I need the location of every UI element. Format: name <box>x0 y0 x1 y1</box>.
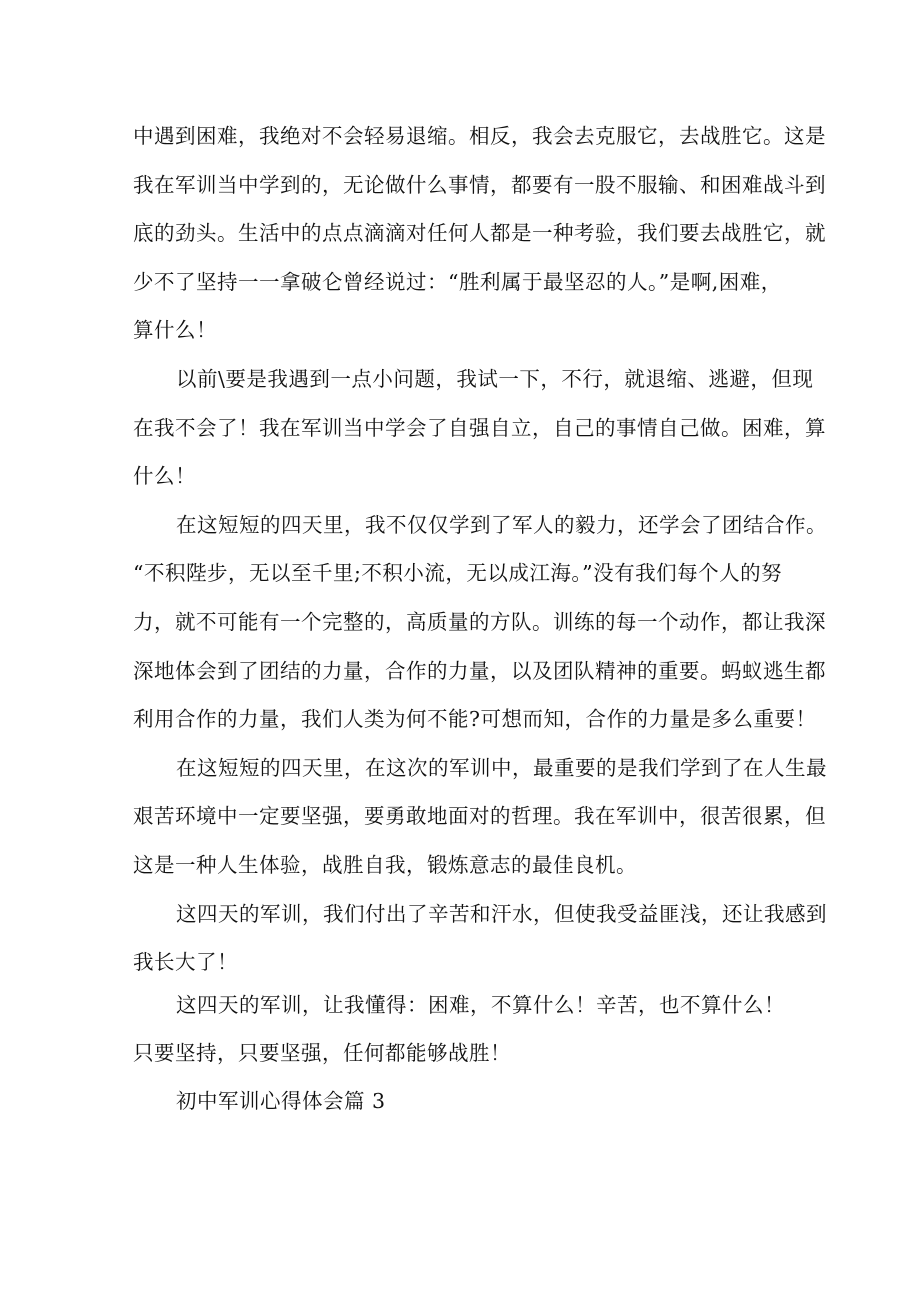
text-line: 这是一种人生体验，战胜自我，锻炼意志的最佳良机。 <box>133 852 637 877</box>
text-line: 这四天的军训，我们付出了辛苦和汗水，但使我受益匪浅，还让我感到 <box>176 901 827 926</box>
text-line: 中遇到困难，我绝对不会轻易退缩。相反，我会去克服它，去战胜它。这是 <box>133 124 826 148</box>
text-line: 艰苦环境中一定要坚强，要勇敢地面对的哲理。我在军训中，很苦很累，但 <box>133 804 826 829</box>
text-line: 在我不会了！我在军训当中学会了自强自立，自己的事情自己做。困难，算 <box>133 415 826 440</box>
text-line: 在这短短的四天里，我不仅仅学到了军人的毅力，还学会了团结合作。 <box>176 512 827 537</box>
paragraph-4 <box>133 744 827 890</box>
text-line: 算什么！ <box>133 318 217 343</box>
document-body <box>133 112 827 1126</box>
text-line: 深地体会到了团结的力量，合作的力量，以及团队精神的重要。蚂蚁逃生都 <box>133 658 826 683</box>
paragraph-6 <box>133 987 803 1078</box>
paragraph-2 <box>133 355 826 501</box>
section-heading: 初中军训心得体会篇 3 <box>176 1089 386 1114</box>
text-line: 底的劲头。生活中的点点滴滴对任何人都是一种考验，我们要去战胜它，就 <box>133 221 826 246</box>
text-line: 我长大了！ <box>133 950 238 975</box>
text-line: 少不了坚持一一拿破仑曾经说过：“胜利属于最坚忍的人。”是啊,困难， <box>133 269 782 294</box>
paragraph-5 <box>133 890 827 987</box>
text-line: 只要坚持，只要坚强，任何都能够战胜！ <box>133 1040 511 1065</box>
text-line: 什么！ <box>133 464 196 489</box>
text-line: 在这短短的四天里，在这次的军训中，最重要的是我们学到了在人生最 <box>176 755 827 780</box>
text-line: 利用合作的力量，我们人类为何不能?可想而知，合作的力量是多么重要！ <box>133 707 817 732</box>
text-line: 力，就不可能有一个完整的，高质量的方队。训练的每一个动作，都让我深 <box>133 609 826 634</box>
text-line: 我在军训当中学到的，无论做什么事情，都要有一股不服输、和困难战斗到 <box>133 172 826 197</box>
text-line: 以前\要是我遇到一点小问题，我试一下，不行，就退缩、逃避，但现 <box>176 366 814 391</box>
paragraph-1 <box>133 112 826 355</box>
text-line: 这四天的军训，让我懂得：困难，不算什么！辛苦，也不算什么！ <box>176 992 785 1017</box>
paragraph-3 <box>133 501 827 744</box>
text-line: “不积陛步，无以至千里;不积小流，无以成江海。”没有我们每个人的努 <box>133 561 783 586</box>
